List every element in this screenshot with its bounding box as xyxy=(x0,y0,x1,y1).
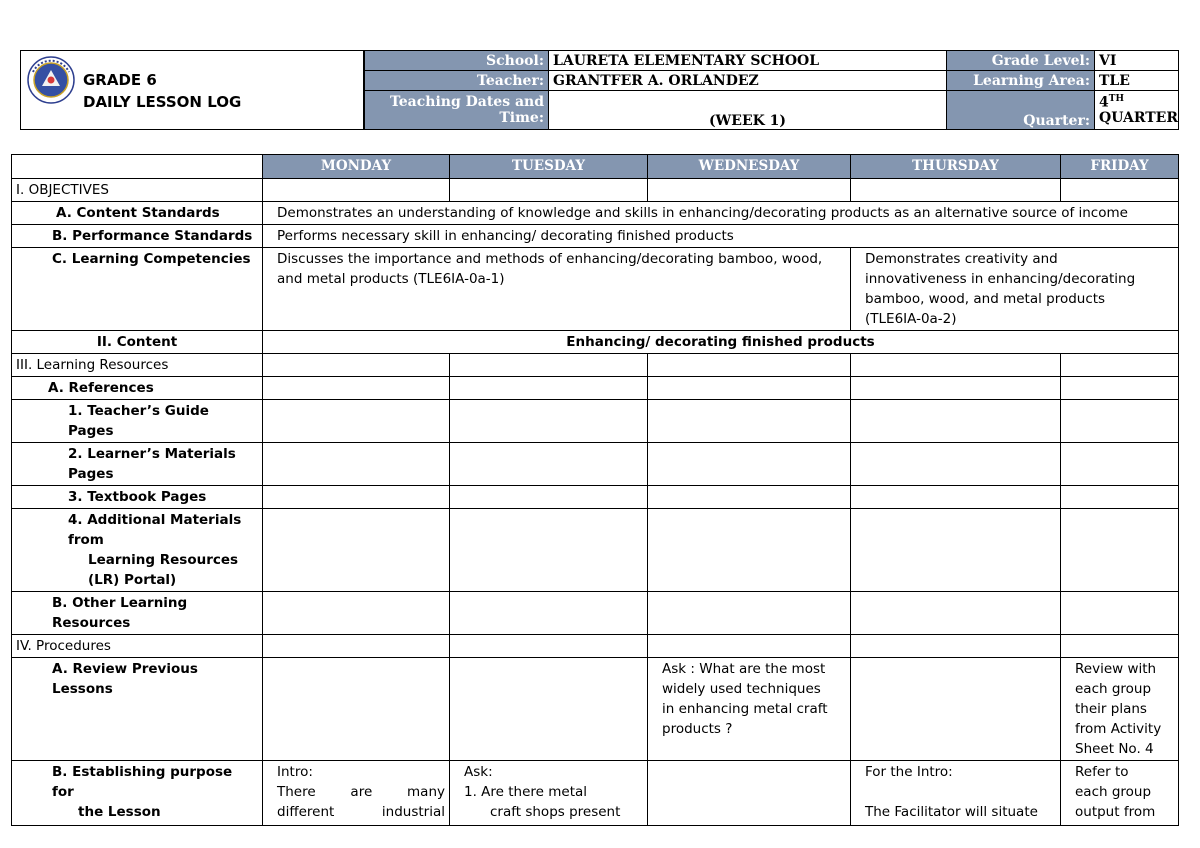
fri-review-line2: each group xyxy=(1075,681,1152,697)
purpose-line1: B. Establishing purpose for xyxy=(52,764,233,800)
fri-review-line1: Review with xyxy=(1075,661,1157,677)
mon-purpose-line1: Intro: xyxy=(277,764,313,780)
table-row xyxy=(12,400,1179,443)
day-header-row xyxy=(12,155,1179,179)
wednesday-review xyxy=(648,658,851,761)
row-label-textbook-pages: 3. Textbook Pages xyxy=(12,486,263,509)
fri-purpose-line2: each group xyxy=(1075,784,1152,800)
competency-1-line1: Discusses the importance and methods of enhancing/decorating bamboo, wood, xyxy=(277,251,823,267)
teaching-dates-value: (WEEK 1) xyxy=(549,91,947,130)
fri-review-line4: from Activity xyxy=(1075,721,1162,737)
teaching-dates-label-line1: Teaching Dates and xyxy=(389,94,544,110)
quarter-label: Quarter: xyxy=(947,91,1095,130)
competency-thu-fri xyxy=(851,248,1179,331)
competency-mon-wed xyxy=(263,248,851,331)
content-text: Enhancing/ decorating finished products xyxy=(263,331,1179,354)
row-label-content: II. Content xyxy=(12,331,263,354)
table-row xyxy=(12,225,1179,248)
thu-purpose-line1: For the Intro: xyxy=(865,764,953,780)
friday-purpose xyxy=(1061,761,1179,826)
table-row xyxy=(12,635,1179,658)
quarter-value xyxy=(1095,91,1179,130)
wed-review-line2: widely used techniques xyxy=(662,681,821,697)
purpose-line2: the Lesson xyxy=(78,804,161,820)
tue-purpose-line2: 1. Are there metal xyxy=(464,784,588,800)
fri-review-line5: Sheet No. 4 xyxy=(1075,741,1154,757)
grade-level-label: Grade Level: xyxy=(947,51,1095,71)
row-label-purpose xyxy=(12,761,263,826)
row-label-content-standards: A. Content Standards xyxy=(12,202,263,225)
learning-area-label: Learning Area: xyxy=(947,71,1095,91)
lm-pages-line2: Pages xyxy=(68,466,114,482)
wed-review-line3: in enhancing metal craft xyxy=(662,701,828,717)
table-row xyxy=(12,486,1179,509)
tue-purpose-line3: craft shops present xyxy=(490,804,621,820)
table-row xyxy=(12,592,1179,635)
day-thursday: THURSDAY xyxy=(851,155,1061,179)
table-row xyxy=(12,443,1179,486)
day-tuesday: TUESDAY xyxy=(450,155,648,179)
additional-line3: Learning Resources xyxy=(88,552,239,568)
row-label-additional-materials xyxy=(12,509,263,592)
row-label-lm-pages xyxy=(12,443,263,486)
table-row xyxy=(12,354,1179,377)
competency-2-line2: innovativeness in enhancing/decorating xyxy=(865,271,1136,287)
teaching-dates-label-line2: Time: xyxy=(499,110,544,126)
day-friday: FRIDAY xyxy=(1061,155,1179,179)
table-row xyxy=(12,202,1179,225)
row-label-review: A. Review Previous Lessons xyxy=(12,658,263,761)
additional-line2: from xyxy=(68,532,104,548)
table-row xyxy=(12,331,1179,354)
table-row xyxy=(12,377,1179,400)
table-row xyxy=(12,248,1179,331)
wed-review-line4: products ? xyxy=(662,721,733,737)
thursday-purpose xyxy=(851,761,1061,826)
row-label-learning-resources: III. Learning Resources xyxy=(12,354,263,377)
deped-seal-icon xyxy=(27,56,75,104)
competency-1-line2: and metal products (TLE6IA-0a-1) xyxy=(277,271,505,287)
document-title-line2: DAILY LESSON LOG xyxy=(83,93,242,111)
additional-line1: 4. Additional Materials xyxy=(68,512,242,528)
content-standards-text: Demonstrates an understanding of knowledge and skills in enhancing/decorating products as an alternative source of income xyxy=(263,202,1179,225)
competency-2-line1: Demonstrates creativity and xyxy=(865,251,1058,267)
fri-purpose-line3: output from xyxy=(1075,804,1156,820)
header-info-table xyxy=(364,50,1179,130)
teacher-value: GRANTFER A. ORLANDEZ xyxy=(549,71,947,91)
school-label: School: xyxy=(365,51,549,71)
table-row xyxy=(12,509,1179,592)
quarter-word: QUARTER xyxy=(1099,110,1178,127)
school-value: LAURETA ELEMENTARY SCHOOL xyxy=(549,51,947,71)
tuesday-purpose xyxy=(450,761,648,826)
row-label-performance-standards: B. Performance Standards xyxy=(12,225,263,248)
lesson-log-table xyxy=(11,154,1179,826)
teaching-dates-label xyxy=(365,91,549,130)
day-wednesday: WEDNESDAY xyxy=(648,155,851,179)
mon-purpose-line3: different industrial xyxy=(277,804,445,820)
competency-2-line4: (TLE6IA-0a-2) xyxy=(865,311,957,327)
table-row xyxy=(12,761,1179,826)
row-label-learning-competencies: C. Learning Competencies xyxy=(12,248,263,331)
lm-pages-line1: 2. Learner’s Materials xyxy=(68,446,236,462)
tue-purpose-line1: Ask: xyxy=(464,764,493,780)
competency-2-line3: bamboo, wood, and metal products xyxy=(865,291,1106,307)
table-row xyxy=(12,658,1179,761)
document-title-line1: GRADE 6 xyxy=(83,71,157,89)
row-label-procedures: IV. Procedures xyxy=(12,635,263,658)
performance-standards-text: Performs necessary skill in enhancing/ decorating finished products xyxy=(263,225,1179,248)
quarter-number: 4 xyxy=(1099,94,1109,111)
row-label-references: A. References xyxy=(12,377,263,400)
teacher-label: Teacher: xyxy=(365,71,549,91)
grade-level-value: VI xyxy=(1095,51,1179,71)
wed-review-line1: Ask : What are the most xyxy=(662,661,826,677)
fri-review-line3: their plans xyxy=(1075,701,1147,717)
mon-purpose-line2: There are many xyxy=(277,784,445,800)
friday-review xyxy=(1061,658,1179,761)
thu-purpose-line2: The Facilitator will situate xyxy=(865,804,1038,820)
quarter-suffix: TH xyxy=(1108,93,1124,104)
additional-line4: (LR) Portal) xyxy=(88,572,177,588)
row-label-objectives: I. OBJECTIVES xyxy=(12,179,263,202)
table-row xyxy=(12,179,1179,202)
row-label-other-resources: B. Other Learning Resources xyxy=(12,592,263,635)
learning-area-value: TLE xyxy=(1095,71,1179,91)
fri-purpose-line1: Refer to xyxy=(1075,764,1129,780)
row-label-tg-pages: 1. Teacher’s Guide Pages xyxy=(12,400,263,443)
day-monday: MONDAY xyxy=(263,155,450,179)
header-title-box xyxy=(20,50,364,130)
monday-purpose xyxy=(263,761,450,826)
blank-corner xyxy=(12,155,263,179)
